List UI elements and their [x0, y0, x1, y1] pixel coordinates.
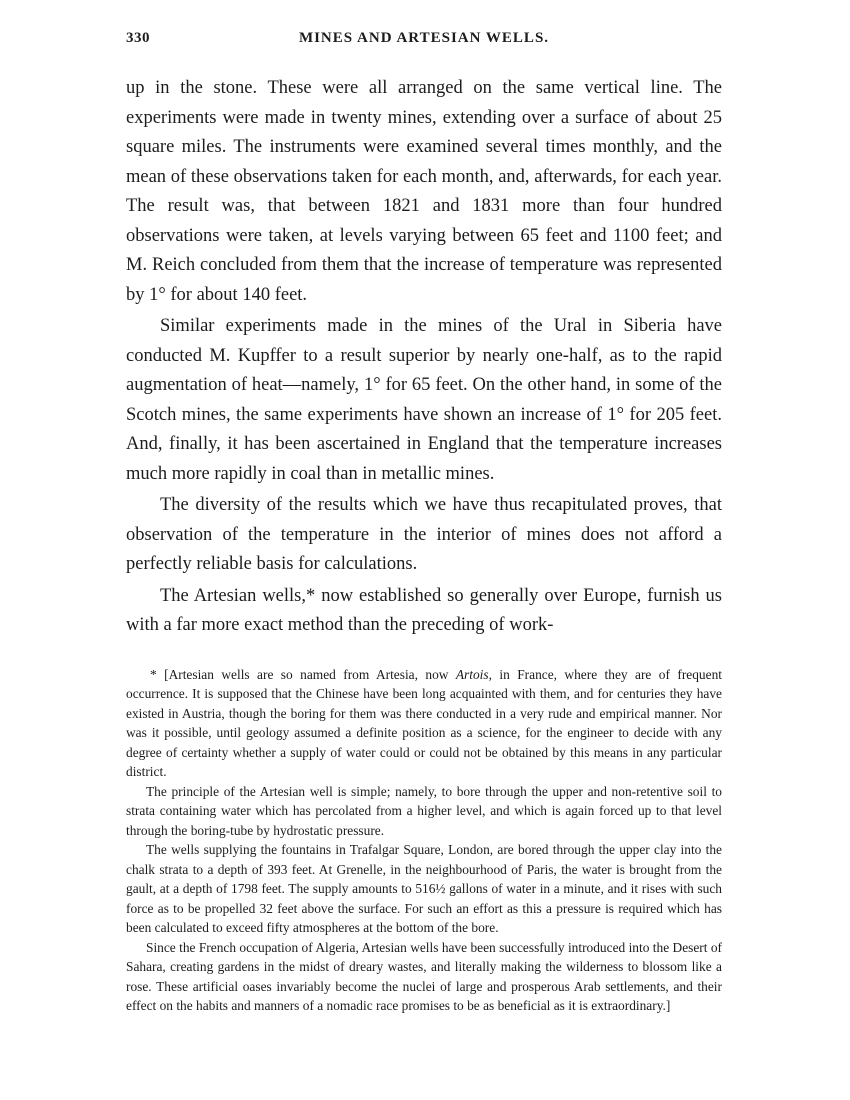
page-number: 330	[126, 30, 150, 46]
book-page	[126, 30, 722, 1016]
footnote-text-start: * [Artesian wells are so named from Artesia, now	[150, 666, 456, 682]
footnote-paragraph-principle: The principle of the Artesian well is simple; namely, to bore through the upper and non-retentive soil to strata containing water which has percolated from a higher level, and which is again forced up to that level through the boring-tube by hydrostatic pressure.	[126, 783, 722, 838]
paragraph-continued: up in the stone. These were all arranged on the same vertical line. The experiments were made in twenty mines, extending over a surface of about 25 square miles. The instruments were examined several times monthly, and the mean of these observations taken for each month, and, afterwards, for each year. The result was, that between 1821 and 1831 more than four hundred observations were taken, at levels varying between 65 feet and 1100 feet; and M. Reich concluded from them that the increase of temperature was represented by 1° for about 140 feet.	[126, 78, 722, 305]
paragraph-diversity-results: The diversity of the results which we have thus recapitulated proves, that observation of the temperature in the interior of mines does not afford a perfectly reliable basis for calculations.	[126, 495, 722, 574]
page-header	[126, 30, 722, 52]
main-text	[126, 74, 722, 641]
footnote-paragraph-fountains: The wells supplying the fountains in Trafalgar Square, London, are bored through the upper clay into the chalk strata to a depth of 393 feet. At Grenelle, in the neighbourhood of Paris, the water is brought from the gault, at a depth of 1798 feet. The supply amounts to 516½ gallons of water in a minute, and it rises with such force as to be propelled 32 feet above the surface. For such an effort as this a pressure is required which has been calculated to exceed fifty atmospheres at the bottom of the bore.	[126, 842, 722, 935]
footnote-paragraph-algeria: Since the French occupation of Algeria, Artesian wells have been successfully introduced into the Desert of Sahara, creating gardens in the midst of dreary wastes, and literally making the wilderness to blossom like a rose. These artificial oases invariably become the nuclei of large and prosperous Arab settlements, and their effect on the habits and manners of a nomadic race promises to be as beneficial as it is extraordinary.]	[126, 939, 722, 1013]
footnote	[126, 665, 722, 1016]
running-title: MINES AND ARTESIAN WELLS.	[298, 30, 550, 46]
paragraph-ural-experiments: Similar experiments made in the mines of the Ural in Siberia have conducted M. Kupffer to a result superior by nearly one-half, as to the rapid augmentation of heat—namely, 1° for 65 feet. On the other hand, in some of the Scotch mines, the same experiments have shown an increase of 1° for 205 feet. And, finally, it has been ascertained in England that the temperature increases much more rapidly in coal than in metallic mines.	[126, 316, 722, 484]
paragraph-artesian-wells: The Artesian wells,* now established so generally over Europe, furnish us with a far more exact method than the preceding of work-	[126, 585, 722, 635]
footnote-italic-artois: Artois	[455, 666, 489, 682]
footnote-text-rest: , in France, where they are of frequent occurrence. It is supposed that the Chinese have been long acquainted with them, and for centuries they have existed in Austria, though the boring for them was there conducted in a very rude and empirical manner. Nor was it possible, until geology assumed a definite position as a science, for the engineer to decide with any degree of certainty whether a supply of water could or could not be obtained by this means in any particular district.	[126, 666, 722, 779]
footnote-paragraph-origin	[126, 665, 722, 782]
